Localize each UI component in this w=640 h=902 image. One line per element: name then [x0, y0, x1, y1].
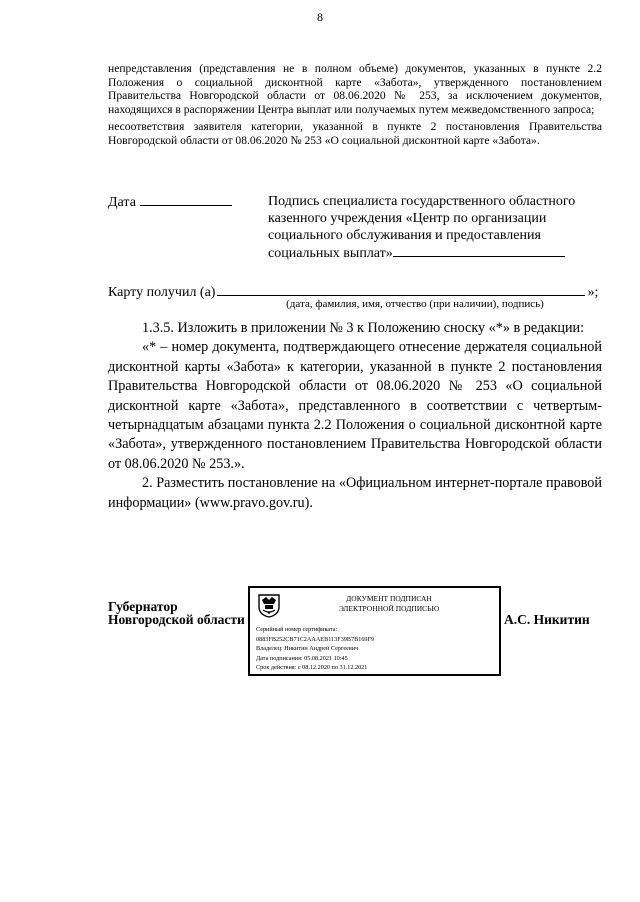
page-number: 8 — [317, 10, 323, 24]
electronic-signature-stamp — [248, 586, 501, 676]
specialist-signature-label: Подпись специалиста государственного областного казенного учреждения «Центр по организации социального обслуживания и предоставления социальных выплат» — [268, 194, 576, 261]
signer-name: А.С. Никитин — [504, 612, 590, 627]
main-paragraph-3: 2. Разместить постановление на «Официальном интернет-портале правовой информации» (www.pravo.gov.ru). — [108, 475, 602, 511]
main-paragraph-1: 1.3.5. Изложить в приложении № 3 к Положению сноску «*» в редакции: — [142, 320, 585, 336]
stamp-title-line-2: ЭЛЕКТРОННОЙ ПОДПИСЬЮ — [338, 603, 440, 613]
coat-of-arms-icon — [256, 592, 282, 618]
stamp-title — [284, 594, 494, 613]
specialist-signature-underline — [393, 244, 565, 257]
reasons-list — [108, 62, 602, 148]
stamp-serial-label: Серийный номер сертификата: — [256, 626, 338, 633]
card-received-underline — [217, 283, 585, 296]
reason-paragraph-1: непредставления (представления не в полном объеме) документов, указанных в пункте 2.2 Положения о социальной дисконтной карте «Забота», утвержденного постановлением Правительства Новгородской области от 08.06.2020 № 253, за исключением документов, находящихся в распоряжении Центра выплат или получаемых путем межведомственного запроса; — [108, 62, 602, 116]
stamp-validity: Срок действия: с 08.12.2020 по 31.12.2021 — [256, 664, 368, 671]
stamp-details — [256, 626, 496, 672]
stamp-signed-date: Дата подписания: 05.08.2021 10:45 — [256, 654, 348, 662]
specialist-signature-block — [268, 193, 598, 262]
card-received-end: »; — [587, 285, 599, 300]
governor-line-1: Губернатор — [108, 599, 178, 614]
stamp-title-line-1: ДОКУМЕНТ ПОДПИСАН — [346, 594, 432, 603]
main-paragraph-2: «* – номер документа, подтверждающего отнесение держателя социальной дисконтной карты «Забота» к категории, указанной в пункте 2 постановления Правительства Новгородской области от 08.06.2020 № 253 «О социальной дисконтной карте «Забота», представленного в соответствии с четвертым-четырнадцатым абзацами пункта 2.2 Положения о социальной дисконтной карте «Забота», утвержденного постановлением Правительства Новгородской области от 08.06.2020 № 253.». — [108, 339, 602, 472]
date-label: Дата — [108, 195, 136, 210]
reason-paragraph-2: несоответствия заявителя категории, указанной в пункте 2 постановления Правительства Новгородской области от 08.06.2020 № 253 «О социальной дисконтной карте «Забота». — [108, 120, 602, 147]
date-field — [108, 193, 232, 211]
stamp-serial: 0883FB252CB71C2AAAEB113F39B7B169F9 — [256, 635, 375, 643]
card-received-hint: (дата, фамилия, имя, отчество (при наличии), подпись) — [286, 298, 544, 310]
date-underline — [140, 193, 232, 206]
governor-line-2: Новгородской области — [108, 612, 245, 627]
stamp-owner: Владелец: Никитин Андрей Сергеевич — [256, 645, 359, 652]
card-received-label: Карту получил (а) — [108, 285, 216, 300]
governor-title — [108, 600, 245, 626]
main-text — [108, 319, 602, 513]
